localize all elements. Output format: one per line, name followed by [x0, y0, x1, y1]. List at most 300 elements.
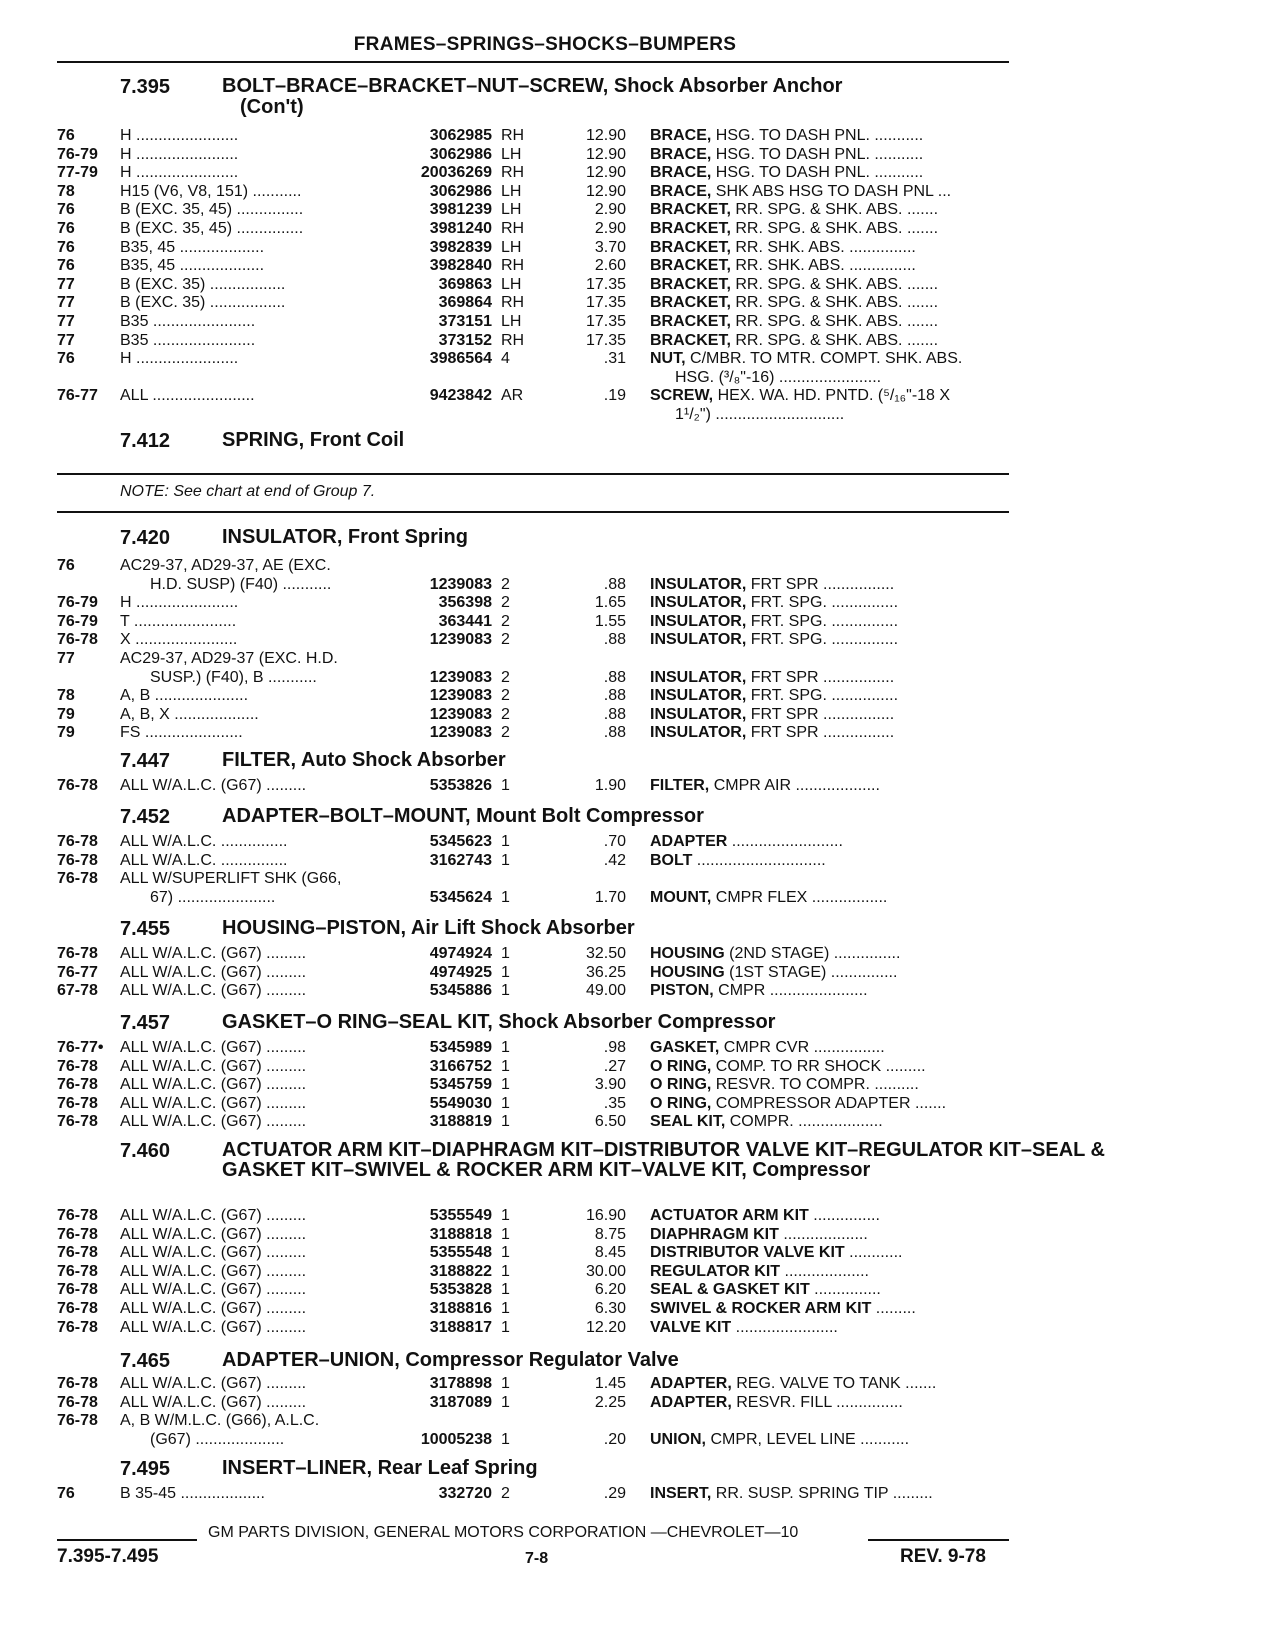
- description: [650, 1262, 1010, 1281]
- table-row: [0, 275, 1280, 295]
- part-number: 5353826: [429, 777, 492, 794]
- price: 17.35: [585, 331, 626, 349]
- model-year: 76: [57, 127, 75, 144]
- description: [650, 275, 1010, 294]
- table-row: [0, 1075, 1280, 1095]
- table-row: [0, 723, 1280, 743]
- description-noun: BRACKET,: [650, 313, 731, 330]
- price: .42: [603, 851, 626, 869]
- quantity: 1: [501, 1057, 510, 1075]
- section-number: 7.495: [120, 1458, 171, 1480]
- table-row: [0, 776, 1280, 796]
- price: .19: [603, 387, 626, 405]
- description-detail: COMPRESSOR ADAPTER .......: [711, 1094, 947, 1112]
- model-year: 76-78: [57, 1225, 98, 1243]
- description-detail: C/MBR. TO MTR. COMPT. SHK. ABS.: [685, 350, 963, 368]
- description: [650, 238, 1010, 257]
- description: [650, 1057, 1010, 1076]
- description-detail: HSG. TO DASH PNL. ...........: [711, 127, 924, 144]
- table-row: [0, 1393, 1280, 1413]
- quantity: LH: [501, 313, 522, 330]
- part-number: 4974924: [429, 945, 492, 962]
- model-year: 77: [57, 650, 75, 667]
- price: 17.35: [585, 275, 626, 293]
- description-detail: .......................: [731, 1318, 838, 1336]
- description-detail: RR. SHK. ABS. ...............: [730, 238, 916, 256]
- part-number: 1239083: [429, 724, 492, 742]
- table-row: [0, 1057, 1280, 1077]
- price: 1.65: [594, 594, 626, 612]
- quantity: 1: [501, 1393, 510, 1411]
- footer-rule-left: [57, 1539, 197, 1541]
- description-detail: CMPR AIR ...................: [709, 777, 880, 794]
- quantity: 2: [501, 1485, 510, 1502]
- description: [650, 126, 1010, 145]
- description: [650, 349, 1010, 368]
- application: ALL W/A.L.C. (G67) .........: [120, 1300, 307, 1317]
- quantity: AR: [501, 387, 524, 405]
- price: .20: [603, 1430, 626, 1448]
- description-detail: .........................: [727, 833, 843, 850]
- description-detail: FRT. SPG. ...............: [746, 687, 899, 705]
- part-number: 3982839: [429, 238, 492, 256]
- description-detail: RR. SHK. ABS. ...............: [730, 257, 916, 275]
- model-year: 77-79: [57, 164, 98, 182]
- quantity: RH: [501, 127, 525, 144]
- description-noun: O RING,: [650, 1094, 712, 1112]
- description: [650, 163, 1010, 182]
- table-row: [0, 630, 1280, 650]
- application: A, B, X ...................: [120, 705, 259, 723]
- part-number: 3981240: [429, 220, 492, 237]
- description-detail: CMPR, LEVEL LINE ...........: [706, 1430, 910, 1448]
- quantity: 1: [501, 1262, 510, 1280]
- description: [650, 1318, 1010, 1337]
- part-number: 3188822: [429, 1262, 492, 1280]
- model-year: 76-78: [57, 1281, 98, 1299]
- table-row: [0, 1225, 1280, 1245]
- application: H .......................: [120, 145, 239, 163]
- part-number: 369864: [438, 294, 492, 312]
- part-number: 3986564: [429, 350, 492, 368]
- description-noun: INSULATOR,: [650, 724, 747, 742]
- description-detail: RESVR. TO COMPR. ..........: [711, 1076, 919, 1094]
- description: [650, 1280, 1010, 1299]
- table-row: [0, 1430, 1280, 1450]
- application-line-1: [0, 1411, 1280, 1431]
- part-number: 3188817: [429, 1318, 492, 1336]
- quantity: 1: [501, 1039, 510, 1056]
- part-number: 1239083: [429, 631, 492, 649]
- section-title: BOLT–BRACE–BRACKET–NUT–SCREW, Shock Absorber Anchor: [222, 75, 843, 97]
- model-year: 76-77: [57, 963, 98, 981]
- description-noun: BRACKET,: [650, 220, 731, 237]
- application: B35, 45 ...................: [120, 257, 265, 275]
- section-heading: [120, 1139, 1105, 1181]
- quantity: 1: [501, 833, 510, 850]
- page-header-title: FRAMES–SPRINGS–SHOCKS–BUMPERS: [353, 34, 737, 55]
- section-heading: [120, 75, 843, 118]
- description-detail: RR. SUSP. SPRING TIP .........: [711, 1485, 933, 1502]
- table-row: [0, 851, 1280, 871]
- application: ALL W/A.L.C. (G67) .........: [120, 777, 307, 794]
- price: 1.55: [594, 612, 626, 630]
- section-title: INSULATOR, Front Spring: [222, 526, 468, 548]
- price: .88: [603, 575, 626, 593]
- table-row: [0, 705, 1280, 725]
- description-detail: RR. SPG. & SHK. ABS. .......: [730, 331, 939, 349]
- description: [650, 851, 1010, 870]
- section-number: 7.395: [120, 76, 171, 98]
- price: 2.25: [594, 1393, 626, 1411]
- part-number: 10005238: [420, 1430, 492, 1448]
- table-row: [0, 1374, 1280, 1394]
- description: [650, 1206, 1010, 1225]
- description: [650, 776, 1010, 795]
- description-noun: ADAPTER,: [650, 1393, 732, 1411]
- quantity: 1: [501, 1318, 510, 1336]
- application: ALL W/A.L.C. (G67) .........: [120, 1244, 307, 1262]
- description-noun: BRACE,: [650, 164, 712, 182]
- application-line-1: [0, 649, 1280, 669]
- price: .27: [603, 1057, 626, 1075]
- application: B35, 45 ...................: [120, 238, 265, 256]
- description: [650, 182, 1010, 201]
- description: [650, 1112, 1010, 1131]
- application: ALL W/A.L.C. (G67) .........: [120, 1225, 307, 1243]
- model-year: 76-79: [57, 145, 98, 163]
- application: H .......................: [120, 127, 239, 144]
- model-year: 77: [57, 275, 75, 293]
- part-number: 3178898: [429, 1375, 492, 1392]
- description-noun: BRACKET,: [650, 275, 731, 293]
- description: [650, 1299, 1010, 1318]
- part-number: 3062986: [429, 145, 492, 163]
- price: 12.90: [585, 145, 626, 163]
- table-row: [0, 200, 1280, 220]
- description-noun: DIAPHRAGM KIT: [650, 1225, 779, 1243]
- application: T .......................: [120, 612, 237, 630]
- application: X .......................: [120, 631, 238, 649]
- part-number: 3187089: [429, 1393, 492, 1411]
- description: [650, 293, 1010, 312]
- note-text: NOTE: See chart at end of Group 7.: [120, 483, 376, 500]
- application: ALL W/A.L.C. (G67) .........: [120, 945, 307, 962]
- price: .70: [603, 833, 626, 850]
- part-number: 5345623: [429, 833, 492, 850]
- description: [650, 1243, 1010, 1262]
- description: [650, 575, 1010, 594]
- application: ALL W/A.L.C. ...............: [120, 851, 288, 869]
- table-row: [0, 1112, 1280, 1132]
- description: [650, 1393, 1010, 1412]
- application-text: AC29-37, AD29-37, AE (EXC.: [120, 557, 331, 574]
- description: [650, 686, 1010, 705]
- table-row: [0, 944, 1280, 964]
- quantity: 2: [501, 612, 510, 630]
- application: B (EXC. 35) .................: [120, 275, 286, 293]
- application-text: ALL W/SUPERLIFT SHK (G66,: [120, 870, 342, 888]
- quantity: LH: [501, 238, 522, 256]
- application: B (EXC. 35, 45) ...............: [120, 201, 304, 219]
- quantity: 1: [501, 1375, 510, 1392]
- description-detail: FRT SPR ................: [746, 668, 895, 686]
- part-number: 3188816: [429, 1300, 492, 1317]
- description-noun: BRACKET,: [650, 294, 731, 312]
- section-number: 7.457: [120, 1012, 171, 1034]
- application: B 35-45 ...................: [120, 1485, 265, 1502]
- price: .98: [603, 1039, 626, 1056]
- part-number: 3982840: [429, 257, 492, 275]
- description-noun: INSERT,: [650, 1485, 712, 1502]
- application: ALL W/A.L.C. (G67) .........: [120, 1281, 307, 1299]
- description: [650, 1075, 1010, 1094]
- section-title: ADAPTER–UNION, Compressor Regulator Valve: [222, 1349, 679, 1371]
- table-row: [0, 686, 1280, 706]
- description-detail: FRT SPR ................: [746, 705, 895, 723]
- table-row: [0, 593, 1280, 613]
- price: 17.35: [585, 313, 626, 330]
- model-year: 76-78: [57, 631, 98, 649]
- section-number: 7.420: [120, 527, 171, 549]
- description-detail: FRT. SPG. ...............: [746, 594, 899, 612]
- description-noun: INSULATOR,: [650, 575, 747, 593]
- model-year: 76-78: [57, 1094, 98, 1112]
- application: ALL W/A.L.C. (G67) .........: [120, 1393, 307, 1411]
- description: [650, 1374, 1010, 1393]
- part-number: 373151: [438, 313, 492, 330]
- price: .35: [603, 1094, 626, 1112]
- part-number: 3062985: [429, 127, 492, 144]
- quantity: 4: [501, 350, 510, 368]
- model-year: 76-77•: [57, 1039, 104, 1056]
- table-row: [0, 219, 1280, 239]
- description-detail: CMPR FLEX .................: [711, 888, 888, 906]
- footer-revision: REV. 9-78: [900, 1546, 986, 1567]
- footer-page-number: 7-8: [525, 1550, 549, 1567]
- quantity: 1: [501, 1113, 510, 1131]
- description-detail: ...............: [808, 1207, 880, 1224]
- model-year: 76-78: [57, 777, 98, 794]
- description-noun: SEAL & GASKET KIT: [650, 1281, 810, 1299]
- description: [650, 1225, 1010, 1244]
- description: [650, 200, 1010, 219]
- description-detail: FRT SPR ................: [746, 575, 895, 593]
- description-detail: ...................: [778, 1225, 868, 1243]
- model-year: 76-78: [57, 1057, 98, 1075]
- model-year: 76-78: [57, 1375, 98, 1392]
- model-year: 79: [57, 724, 75, 742]
- model-year: 76-78: [57, 833, 98, 850]
- part-number: 5355549: [429, 1207, 492, 1224]
- description-detail: FRT. SPG. ...............: [746, 631, 899, 649]
- description: [650, 944, 1010, 963]
- description: [650, 1484, 1010, 1503]
- description-detail-2: 1¹/₂") .............................: [675, 406, 845, 423]
- application: B (EXC. 35, 45) ...............: [120, 220, 304, 237]
- description: [650, 312, 1010, 331]
- application: H .......................: [120, 350, 239, 368]
- quantity: 1: [501, 982, 510, 1000]
- quantity: RH: [501, 257, 525, 275]
- model-year: 77: [57, 313, 75, 330]
- description-detail: .........: [871, 1300, 916, 1317]
- table-row: [0, 349, 1280, 369]
- price: .29: [603, 1485, 626, 1502]
- price: .88: [603, 631, 626, 649]
- description-noun: UNION,: [650, 1430, 706, 1448]
- model-year: 76-78: [57, 870, 98, 888]
- model-year: 76-78: [57, 1113, 98, 1131]
- quantity: LH: [501, 275, 522, 293]
- description: [650, 593, 1010, 612]
- description-noun: BOLT: [650, 851, 693, 869]
- price: 3.70: [594, 238, 626, 256]
- price: 2.60: [594, 257, 626, 275]
- application: ALL W/A.L.C. (G67) .........: [120, 1039, 307, 1056]
- description-noun: BRACE,: [650, 182, 712, 200]
- description-noun: O RING,: [650, 1076, 712, 1094]
- quantity: 2: [501, 594, 510, 612]
- description-detail: FRT. SPG. ...............: [746, 612, 899, 630]
- description: [650, 888, 1010, 907]
- description-detail: COMPR. ...................: [725, 1113, 883, 1131]
- description: [650, 145, 1010, 164]
- table-row: [0, 1094, 1280, 1114]
- section-number: 7.447: [120, 750, 171, 772]
- description-noun: REGULATOR KIT: [650, 1262, 781, 1280]
- price: 30.00: [585, 1262, 626, 1280]
- model-year: 76: [57, 257, 75, 275]
- application: ALL W/A.L.C. (G67) .........: [120, 1207, 307, 1224]
- description-detail: (1ST STAGE) ...............: [724, 963, 898, 981]
- application: A, B .....................: [120, 687, 249, 705]
- description-detail: RR. SPG. & SHK. ABS. .......: [730, 275, 939, 293]
- model-year: 76-77: [57, 387, 98, 405]
- price: 12.90: [585, 182, 626, 200]
- section-heading: [120, 1457, 538, 1481]
- part-number: 3188818: [429, 1225, 492, 1243]
- price: 1.45: [594, 1375, 626, 1392]
- description-noun: INSULATOR,: [650, 594, 747, 612]
- description-noun: BRACKET,: [650, 201, 731, 219]
- table-row: [0, 981, 1280, 1001]
- price: .88: [603, 668, 626, 686]
- price: 6.50: [594, 1113, 626, 1131]
- description-noun: DISTRIBUTOR VALVE KIT: [650, 1244, 845, 1262]
- price: 32.50: [585, 945, 626, 962]
- quantity: 1: [501, 1076, 510, 1094]
- quantity: 2: [501, 705, 510, 723]
- table-row: [0, 668, 1280, 688]
- application: B35 .......................: [120, 331, 256, 349]
- section-title: SPRING, Front Coil: [222, 429, 405, 451]
- part-number: 3166752: [429, 1057, 492, 1075]
- section-heading: [120, 429, 405, 453]
- price: 8.75: [594, 1225, 626, 1243]
- quantity: 2: [501, 687, 510, 705]
- table-row: [0, 1262, 1280, 1282]
- quantity: 1: [501, 777, 510, 794]
- footer-rule-right: [868, 1539, 1009, 1541]
- part-number: 369863: [438, 275, 492, 293]
- application: FS ......................: [120, 724, 243, 742]
- section-title: HOUSING–PISTON, Air Lift Shock Absorber: [222, 917, 635, 939]
- description-detail: HSG. TO DASH PNL. ...........: [711, 145, 924, 163]
- description-detail: HEX. WA. HD. PNTD. (⁵/₁₆"-18 X: [713, 387, 951, 405]
- quantity: 2: [501, 668, 510, 686]
- description-noun: ACTUATOR ARM KIT: [650, 1207, 809, 1224]
- description-detail: CMPR CVR ................: [719, 1039, 885, 1056]
- note-rule-bottom: [57, 511, 1009, 513]
- price: 2.90: [594, 220, 626, 237]
- table-row: [0, 888, 1280, 908]
- model-year: 78: [57, 687, 75, 705]
- part-number: 5355548: [429, 1244, 492, 1262]
- model-year: 76: [57, 1485, 75, 1502]
- part-number: 5345886: [429, 982, 492, 1000]
- application: 67) ......................: [150, 888, 276, 906]
- description-detail: RR. SPG. & SHK. ABS. .......: [730, 313, 939, 330]
- table-row: [0, 145, 1280, 165]
- part-number: 373152: [438, 331, 492, 349]
- description-noun: SEAL KIT,: [650, 1113, 726, 1131]
- section-heading: [120, 1011, 776, 1035]
- application: H15 (V6, V8, 151) ...........: [120, 182, 302, 200]
- price: 8.45: [594, 1244, 626, 1262]
- part-number: 3981239: [429, 201, 492, 219]
- section-number: 7.412: [120, 430, 171, 452]
- table-row: [0, 1243, 1280, 1263]
- description-noun: MOUNT,: [650, 888, 712, 906]
- quantity: 1: [501, 888, 510, 906]
- application-line-1: [0, 556, 1280, 576]
- description-noun: SCREW,: [650, 387, 714, 405]
- part-number: 1239083: [429, 575, 492, 593]
- price: 6.30: [594, 1300, 626, 1317]
- price: 16.90: [585, 1207, 626, 1224]
- description: [650, 723, 1010, 742]
- application: ALL W/A.L.C. (G67) .........: [120, 1094, 307, 1112]
- application-text: A, B W/M.L.C. (G66), A.L.C.: [120, 1412, 320, 1430]
- quantity: 2: [501, 724, 510, 742]
- application: ALL W/A.L.C. (G67) .........: [120, 1057, 307, 1075]
- part-number: 1239083: [429, 705, 492, 723]
- price: 49.00: [585, 982, 626, 1000]
- application: ALL W/A.L.C. (G67) .........: [120, 1113, 307, 1131]
- description-noun: FILTER,: [650, 777, 710, 794]
- section-number: 7.465: [120, 1350, 171, 1372]
- application: ALL W/A.L.C. ...............: [120, 833, 288, 850]
- note-rule-top: [57, 473, 1009, 475]
- section-number: 7.460: [120, 1140, 171, 1162]
- description-noun: ADAPTER: [650, 833, 728, 850]
- application: ALL .......................: [120, 387, 255, 405]
- table-row: [0, 163, 1280, 183]
- section-heading: [120, 526, 468, 550]
- application-line-1: [0, 869, 1280, 889]
- section-title: GASKET–O RING–SEAL KIT, Shock Absorber Compressor: [222, 1011, 776, 1033]
- quantity: 2: [501, 575, 510, 593]
- description: [650, 386, 1010, 405]
- application: ALL W/A.L.C. (G67) .........: [120, 1262, 307, 1280]
- quantity: LH: [501, 201, 522, 219]
- section-heading: [120, 805, 704, 829]
- quantity: 1: [501, 945, 510, 962]
- table-row: [0, 1280, 1280, 1300]
- description: [650, 256, 1010, 275]
- application: ALL W/A.L.C. (G67) .........: [120, 1318, 307, 1336]
